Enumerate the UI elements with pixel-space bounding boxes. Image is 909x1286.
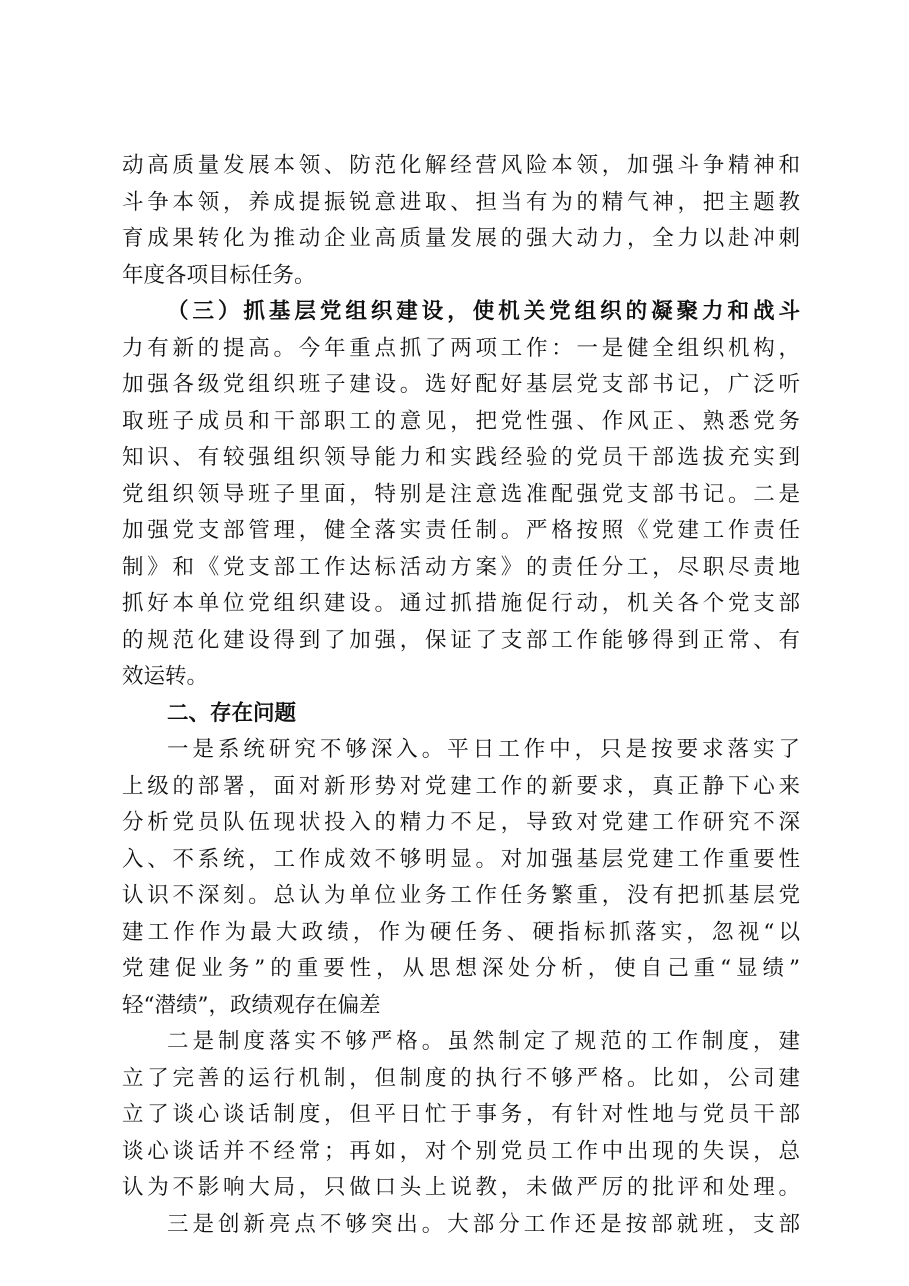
paragraph-line: 动高质量发展本领、防范化解经营风险本领，加强斗争精神和 xyxy=(122,153,800,178)
section-heading-line: 二、存在问题 xyxy=(167,700,297,726)
paragraph-line: 一是系统研究不够深入。平日工作中，只是按要求落实了 xyxy=(167,737,800,762)
paragraph-line: 抓好本单位党组织建设。通过抓措施促行动，机关各个党支部 xyxy=(122,591,800,616)
paragraph-line: 取班子成员和干部职工的意见，把党性强、作风正、熟悉党务 xyxy=(122,408,800,434)
paragraph-line: 二是制度落实不够严格。虽然制定了规范的工作制度，建 xyxy=(167,1029,800,1054)
paragraph-line: 力有新的提高。今年重点抓了两项工作：一是健全组织机构， xyxy=(122,335,800,361)
paragraph-line: 认为不影响大局，只做口头上说教，未做严厉的批评和处理。 xyxy=(122,1175,800,1200)
paragraph-line: 认识不深刻。总认为单位业务工作任务繁重，没有把抓基层党 xyxy=(122,883,800,908)
paragraph-line: 的规范化建设得到了加强，保证了支部工作能够得到正常、有 xyxy=(122,627,800,653)
paragraph-line: 育成果转化为推动企业高质量发展的强大动力，全力以赴冲刺 xyxy=(122,226,800,251)
paragraph-line: 分析党员队伍现状投入的精力不足，导致对党建工作研究不深 xyxy=(122,810,800,835)
paragraph-line: 年度各项目标任务。 xyxy=(122,262,316,288)
paragraph-line: 上级的部署，面对新形势对党建工作的新要求，真正静下心来 xyxy=(122,773,800,799)
paragraph-line: 轻“潜绩”，政绩观存在偏差 xyxy=(122,992,381,1018)
paragraph-line: 谈心谈话并不经常；再如，对个别党员工作中出现的失误，总 xyxy=(122,1138,800,1164)
paragraph-line: 加强党支部管理，健全落实责任制。严格按照《党建工作责任 xyxy=(122,518,800,543)
paragraph-line: 加强各级党组织班子建设。选好配好基层党支部书记，广泛听 xyxy=(122,372,800,397)
paragraph-line: 三是创新亮点不够突出。大部分工作还是按部就班，支部 xyxy=(167,1211,800,1237)
paragraph-line: 知识、有较强组织领导能力和实践经验的党员干部选拔充实到 xyxy=(122,445,800,470)
document-page xyxy=(122,148,800,1243)
section-heading-line: （三）抓基层党组织建设，使机关党组织的凝聚力和战斗 xyxy=(167,299,800,324)
paragraph-line: 建工作作为最大政绩，作为硬任务、硬指标抓落实，忽视“以 xyxy=(122,919,800,945)
paragraph-line: 效运转。 xyxy=(122,664,209,689)
paragraph-line: 党组织领导班子里面，特别是注意选准配强党支部书记。二是 xyxy=(122,481,800,507)
paragraph-line: 立了完善的运行机制，但制度的执行不够严格。比如，公司建 xyxy=(122,1065,800,1091)
paragraph-line: 斗争本领，养成提振锐意进取、担当有为的精气神，把主题教 xyxy=(122,189,800,215)
paragraph-line: 立了谈心谈话制度，但平日忙于事务，有针对性地与党员干部 xyxy=(122,1102,800,1127)
paragraph-line: 入、不系统，工作成效不够明显。对加强基层党建工作重要性 xyxy=(122,846,800,872)
paragraph-line: 党建促业务”的重要性，从思想深处分析，使自己重“显绩” xyxy=(122,956,800,981)
paragraph-line: 制》和《党支部工作达标活动方案》的责任分工，尽职尽责地 xyxy=(122,554,800,580)
